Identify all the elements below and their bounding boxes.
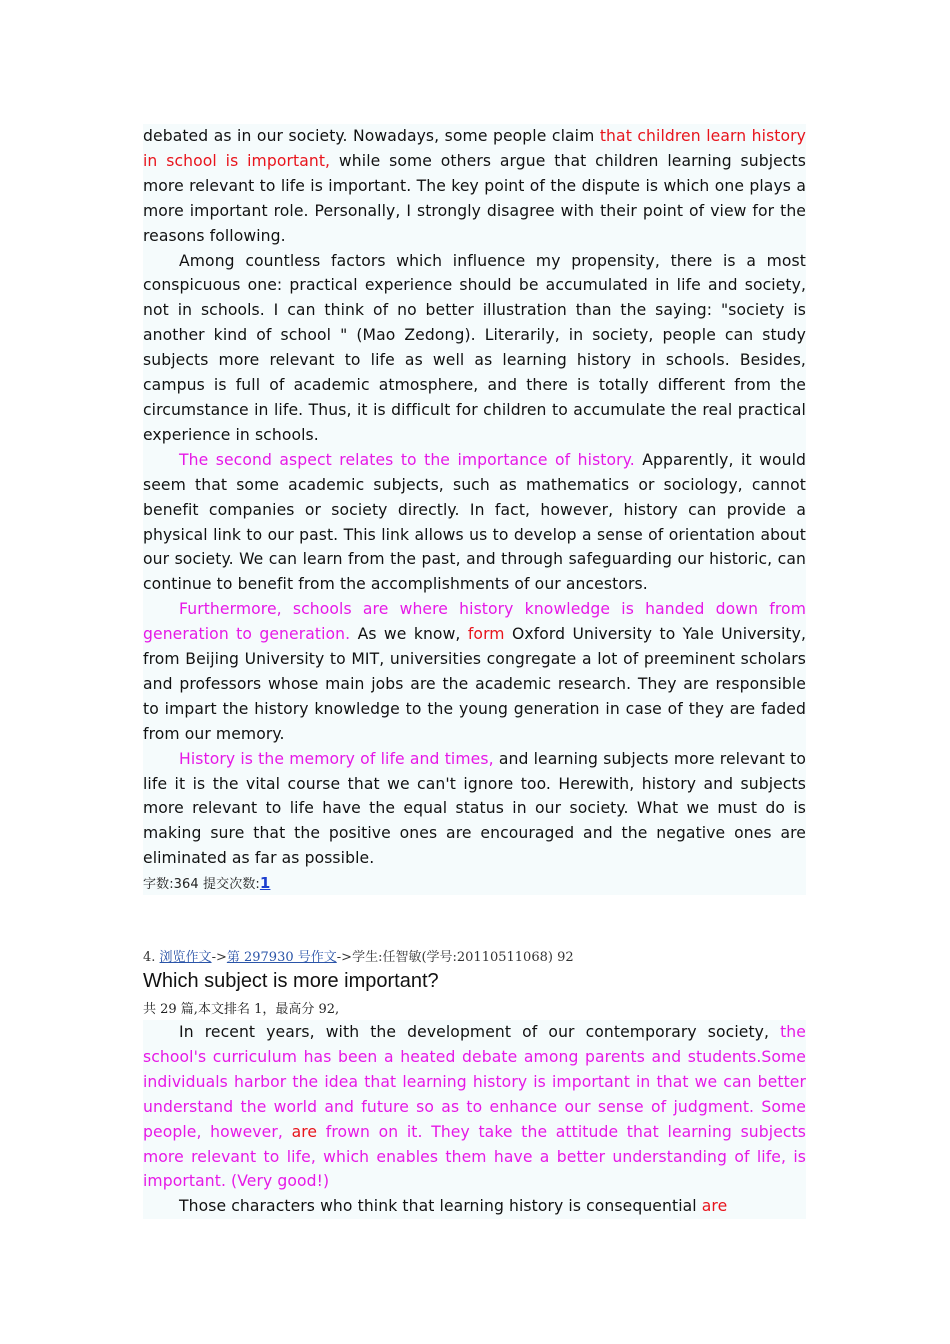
submit-count-link[interactable]: 1 — [259, 874, 271, 893]
highlight-pink: Furthermore, schools are where history knowledge is handed down from generation to generation. — [143, 600, 806, 644]
highlight-red: are — [291, 1122, 318, 1141]
essay-4-body — [143, 1020, 806, 1219]
text: Those characters who think that learning history is consequential — [179, 1197, 702, 1216]
text: while some others argue that children learning subjects more relevant to life is important. The key point of the dispute is which one plays a more important role. Personally, I strongly disagree with their point of view for the reasons following. — [143, 151, 806, 245]
highlight-red: are — [701, 1197, 728, 1216]
text: and learning subjects more relevant to life it is the vital course that we can't ignore too. Herewith, history and subjects more relevant to life have the equal status in our society. What we must do is making sure that the positive ones are encouraged and the negative ones are eliminated as far as possible. — [143, 749, 807, 868]
essay-3-paragraph-3 — [143, 448, 806, 597]
essay-title: Which subject is more important? — [143, 970, 439, 992]
text: debated as in our society. Nowadays, some people claim — [143, 127, 600, 145]
student-info: 学生:任智敏(学号:20110511068) 92 — [352, 950, 574, 965]
essay-4-paragraph-2 — [143, 1194, 806, 1219]
breadcrumb — [143, 948, 574, 968]
word-count — [143, 873, 806, 895]
highlight-pink: History is the memory of life and times, — [179, 749, 494, 768]
entry-index: 4. — [143, 950, 156, 965]
essay-3-body — [143, 124, 806, 895]
breadcrumb-arrow: -> — [336, 950, 353, 965]
word-count-label: 字数:364 提交次数: — [143, 877, 260, 893]
essay-4-paragraph-1 — [143, 1020, 806, 1194]
essay-number-link[interactable]: 第 297930 号作文 — [226, 950, 337, 965]
essay-3-paragraph-2: Among countless factors which influence my propensity, there is a most conspicuous one: practical experience should be accumulated in life and society, not in schools. I can think of no better illustration than the saying: "society is another kind of school " (Mao Zedong). Literarily, in society, people can study subjects more relevant to life as well as learning history in schools. Besides, campus is full of academic atmosphere, and there is totally different from the circumstance in life. Thus, it is difficult for children to accumulate the real practical experience in schools. — [143, 251, 806, 444]
highlight-pink: the school's curriculum has been a heated debate among parents and students.Some individuals harbor the idea that learning history is important in that we can better understand the world and future so as to enhance our sense of judgment. Some people, however, — [143, 1023, 806, 1141]
breadcrumb-arrow: -> — [211, 950, 227, 965]
essay-3-paragraph-1 — [143, 124, 806, 249]
browse-essays-link[interactable]: 浏览作文 — [159, 950, 212, 965]
essay-3-paragraph-4 — [143, 597, 806, 746]
text: Apparently, it would seem that some academic subjects, such as mathematics or sociology, cannot benefit companies or society directly. In fact, however, history can provide a physical link to our past. This link allows us to develop a sense of orientation about our society. We can learn from the past, and through safeguarding our historic, can continue to benefit from the accomplishments of our ancestors. — [143, 450, 807, 594]
highlight-pink: The second aspect relates to the importance of history. — [179, 450, 635, 469]
highlight-pink: frown on it. They take the attitude that learning subjects more relevant to life, which enables them have a better understanding of life, is important. (Very good!) — [143, 1122, 807, 1191]
text: In recent years, with the development of our contemporary society, — [179, 1023, 781, 1041]
text: Oxford University to Yale University, from Beijing University to MIT, universities congregate a lot of preeminent scholars and professors whose main jobs are the academic research. They are responsible to impart the history knowledge to the young generation in case of they are faded from our memory. — [143, 625, 807, 743]
essay-stats: 共 29 篇,本文排名 1，最高分 92, — [143, 1002, 340, 1017]
highlight-red: form — [467, 625, 505, 644]
highlight-red: that children learn history in school is important, — [143, 127, 806, 170]
text: As we know, — [350, 625, 468, 644]
essay-3-paragraph-5 — [143, 747, 806, 872]
